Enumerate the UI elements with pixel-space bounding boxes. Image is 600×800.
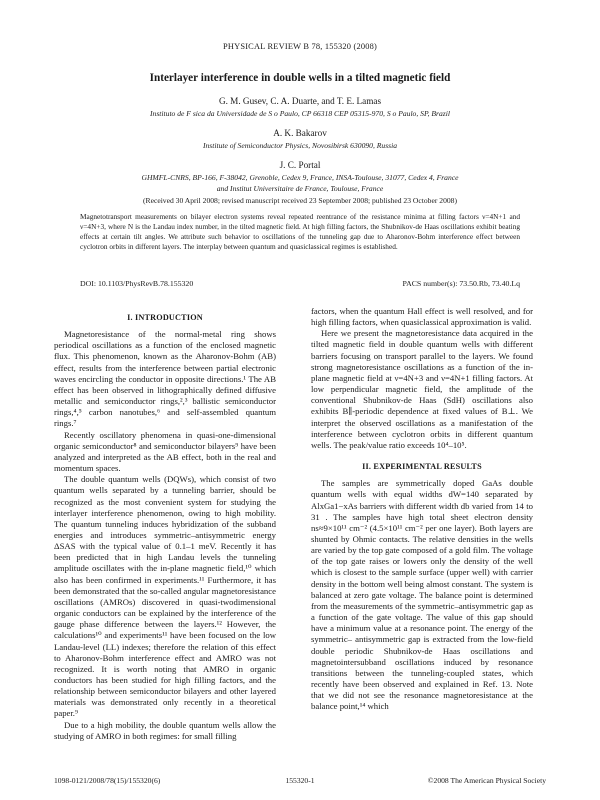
text-line: been predicted that in high Landau levels the tunneling am xyxy=(54,552,276,574)
received-dates: (Received 30 April 2008; revised manuscript received 23 September 2008; published 23 October 2008) xyxy=(142,196,457,205)
text-line: The quantum tunneling induces hybridization of the subband xyxy=(54,518,276,529)
author-affiliation-3b: and Institut Universitaire de France, Toulouse, France xyxy=(216,184,384,193)
text-line: ting that AMRO in organic conductors has been studied for xyxy=(54,663,276,685)
text-line: almost constant. The system is balanced at zero gate voltage. xyxy=(311,578,533,600)
doi-label: DOI: xyxy=(80,279,97,288)
journal-header: PHYSICAL REVIEW B 78, 155320 (2008) xyxy=(222,42,378,51)
text-line: in the wells are varied by the top gate composed of a gold xyxy=(311,533,533,556)
text-line: recognized as the most convenient system for studying the xyxy=(54,496,276,507)
paragraph xyxy=(54,474,276,719)
text-line: found strong magnetoresistance oscillations as a function of xyxy=(311,350,533,372)
text-line: factors. At low perpendicular magnetic field, the amplitude xyxy=(311,372,534,395)
paragraph xyxy=(54,329,276,429)
text-line: dimensional organic conductors can be explained by the in xyxy=(54,596,276,619)
author-names-1: G. M. Gusev, C. A. Duarte, and T. E. Lamas xyxy=(218,96,382,106)
text-line: the tilted magnetic field in double quantum wells with differ xyxy=(311,328,533,350)
text-line: density of the well which is closest to the sample surface xyxy=(311,556,533,578)
text-line: effect, results from the interference between partial elec xyxy=(54,362,256,373)
text-line: 31 . The samples have high total sheet electron density xyxy=(311,511,533,522)
abstract xyxy=(80,212,520,252)
left-paragraphs xyxy=(54,329,276,742)
text-line: tum wells. The peak/value ratio exceeds 10⁴–10⁵. xyxy=(311,428,533,450)
abstract-line: cyclotron orbits in different layers. The interplay between quantum and quasiclassical regimes is established. xyxy=(80,242,398,252)
text-line: ent barriers focusing on transport parallel to the layers. We xyxy=(311,339,533,361)
text-line: film. The voltage of the top gate raises or lowers only the xyxy=(311,545,533,567)
text-line: quantum wells separated by a tunneling barrier, should be xyxy=(54,485,276,496)
text-line: diffusive metallic and semiconductor rings,²,³ ballistic semi xyxy=(54,384,276,407)
text-line: The AB effect has been observed in lithographically defined xyxy=(54,373,276,395)
text-line: the symmetric–antisymmetric gap as a function of the gate xyxy=(311,600,534,623)
abstract-line: Magnetotransport measurements on bilayer electron systems reveal repeated reentrance of the resistance xyxy=(80,212,404,221)
text-line: layers are shunted by Ohmic contacts. The relative densities xyxy=(311,522,533,544)
text-line: the interference between cyclotron orbits in different quan xyxy=(311,417,533,439)
paragraph xyxy=(311,478,533,712)
text-line: sistance oscillations (AMROs) discovered in quasi-two xyxy=(54,585,276,607)
text-line: flux. This phenomenon, known as the Aharonov-Bohm (AB) xyxy=(54,351,276,362)
footer-copyright: ©2008 The American Physical Society xyxy=(427,776,546,785)
paragraph xyxy=(54,720,276,742)
doi-line xyxy=(80,279,520,288)
text-line: high filling factors, and the relationship between semicon xyxy=(54,675,276,697)
text-line: valid. xyxy=(511,317,532,328)
text-line: also exhibits B∥-periodic dependence at fixed values of B⊥. xyxy=(311,395,533,417)
author-affiliation-2: Institute of Semiconductor Physics, Novosibirsk 630090, Russia xyxy=(202,141,398,150)
text-line: tum wells with equal widths dW=140 separated by xyxy=(327,489,533,500)
footer-code: 1098-0121/2008/78(15)/155320(6) xyxy=(54,776,161,785)
pacs-numbers: PACS number(s): 73.50.Rb, 73.40.Lq xyxy=(402,279,520,288)
abstract-line: field. At high filling factors, the Shubnikov-de Haas oscillations exhibit beating effects at certain tilt angles. We xyxy=(80,222,520,242)
text-line: terference of the gauge phase difference between the xyxy=(54,608,276,630)
doi-link[interactable]: 10.1103/PhysRevB.78.155320 xyxy=(97,279,194,288)
text-line: voltage. The value of this gap should have a minimum value xyxy=(311,612,534,634)
right-column xyxy=(311,306,533,712)
paragraph xyxy=(311,306,533,328)
text-line: The balance point is determined from the measurements of xyxy=(311,589,533,611)
right-paragraphs-intro xyxy=(311,306,533,451)
text-line: layers.¹² However, the calculations¹⁰ and experiments¹¹ have xyxy=(54,619,276,641)
section-heading-introduction: I. INTRODUCTION xyxy=(127,313,203,322)
abstract-line: attribute such behavior to oscillations of the tunneling gap due to Aharonov-Bohm interference effect between xyxy=(180,232,520,242)
text-line: the in-plane magnetic field at ν=4N+3 and ν=4N+1 filling xyxy=(311,361,533,383)
text-line: (upper well) with carrier density in the bottom well being xyxy=(311,567,533,589)
text-line: ΔSAS with the typical value of 0.1–1 meV. Recently it has xyxy=(54,541,276,552)
text-line: Magnetoresistance of the normal-metal ring shows peri xyxy=(54,329,276,351)
text-line: resonance magnetoresistance at the balance point,¹⁴ which xyxy=(311,690,533,712)
text-line: for high filling factors, when quasiclassical approximation is xyxy=(311,306,533,328)
text-line: tronic waves encircling the conductor in opposite directions.¹ xyxy=(54,362,276,384)
text-line: odical oscillations as a function of the enclosed magnetic xyxy=(67,340,276,351)
text-line: been analyzed and interpreted as the AB effect, both in the xyxy=(54,440,276,462)
paragraph xyxy=(54,430,276,475)
text-line: been focused on the low Landau-level (LL) indexes; there xyxy=(54,630,276,652)
text-line: We interpret the observed oscillations as a manifestation of xyxy=(311,406,533,428)
text-line: energies and introduces symmetric–antisymmetric energy xyxy=(54,529,276,540)
author-affiliation-3: GHMFL-CNRS, BP-166, F-38042, Grenoble, Cedex 9, France, INSA-Toulouse, 31077, Cedex 4, France xyxy=(141,173,459,182)
text-line: Recently oscillatory phenomena in quasi-one-dimensional xyxy=(64,429,276,440)
text-line: conductor rings,⁴,⁵ carbon nanotubes,⁶ and self-assembled xyxy=(54,396,276,418)
text-line: ence effect and AMRO was not recognized. It is worth no xyxy=(54,652,277,674)
paper-title: Interlayer interference in double wells in a tilted magnetic field xyxy=(149,72,451,84)
section-heading-experimental: II. EXPERIMENTAL RESULTS xyxy=(362,462,482,472)
text-line: interlayer interference phenomenon, owing to high mobility. xyxy=(54,507,276,518)
text-line: ductor bilayers and other layered materials was demonstrated xyxy=(54,686,276,708)
text-line: the studying of AMRO in both regimes: for small filling xyxy=(54,719,276,741)
text-line: quantum rings.⁷ xyxy=(54,407,276,429)
text-line: the tunneling-coupled states, which recently have been ob xyxy=(311,667,534,689)
text-line: Due to a high mobility, the double quantum wells allow xyxy=(64,719,266,730)
text-line: only recently in a theoretical paper.⁹ xyxy=(54,697,276,719)
text-line: riodic Shubnikov-de Haas oscillations and magnetointersub xyxy=(311,645,533,667)
text-line: AlxGa1−xAs barriers with different width db varied from 14 to xyxy=(311,500,533,511)
text-line: real and momentum spaces. xyxy=(54,451,277,474)
author-affiliation-1: Instituto de F sica da Universidade de S o Paulo, CP 66318 CEP 05315-970, S o Paulo, SP, Brazil xyxy=(150,109,450,118)
abstract-line: minima at filling factors ν=4N+1 and ν=4N+3, where N is the Landau index number, in the tilted magnetic xyxy=(80,212,520,232)
text-line: has been demonstrated that the so-called angular magnetore xyxy=(54,574,276,596)
right-paragraphs-experimental xyxy=(311,478,533,712)
text-line: The samples are symmetrically doped GaAs double quan xyxy=(311,478,533,500)
text-line: The double quantum wells (DQWs), which consist of two xyxy=(64,474,276,485)
text-line: served and explained in Ref. 13. Note that we did not see the xyxy=(311,679,533,701)
footer-page-number: 155320-1 xyxy=(285,776,315,785)
text-line: plitude oscillates with the in-plane magnetic field,¹⁰ which xyxy=(64,563,276,574)
author-names-2: A. K. Bakarov xyxy=(273,128,327,138)
text-line: band oscillations induced by resonance transitions between xyxy=(311,656,533,678)
text-line: fore the relation of this effect to Aharonov-Bohm interfer xyxy=(54,641,276,663)
text-line: factors, when the quantum Hall effect is well resolved, and xyxy=(311,306,523,316)
text-line: organic semiconductor⁸ and semiconductor bilayers⁹ have xyxy=(54,440,260,451)
text-line: of the conventional Shubnikov-de Haas (SdH) oscillations xyxy=(311,384,533,406)
left-column xyxy=(54,306,276,742)
author-names-3: J. C. Portal xyxy=(279,160,321,170)
text-line: ns≈9×10¹¹ cm⁻² (4.5×10¹¹ cm⁻² per one layer). Both xyxy=(311,522,499,533)
text-line: Here we present the magnetoresistance data acquired in xyxy=(321,328,523,339)
text-line: at a resonance point. The energy of the symmetric– xyxy=(311,623,533,645)
text-line: antisymmetric gap is extracted from the low-field double pe xyxy=(311,634,533,656)
paragraph xyxy=(311,328,533,451)
text-line: also has been confirmed in experiments.¹¹ Furthermore, it xyxy=(54,574,265,585)
